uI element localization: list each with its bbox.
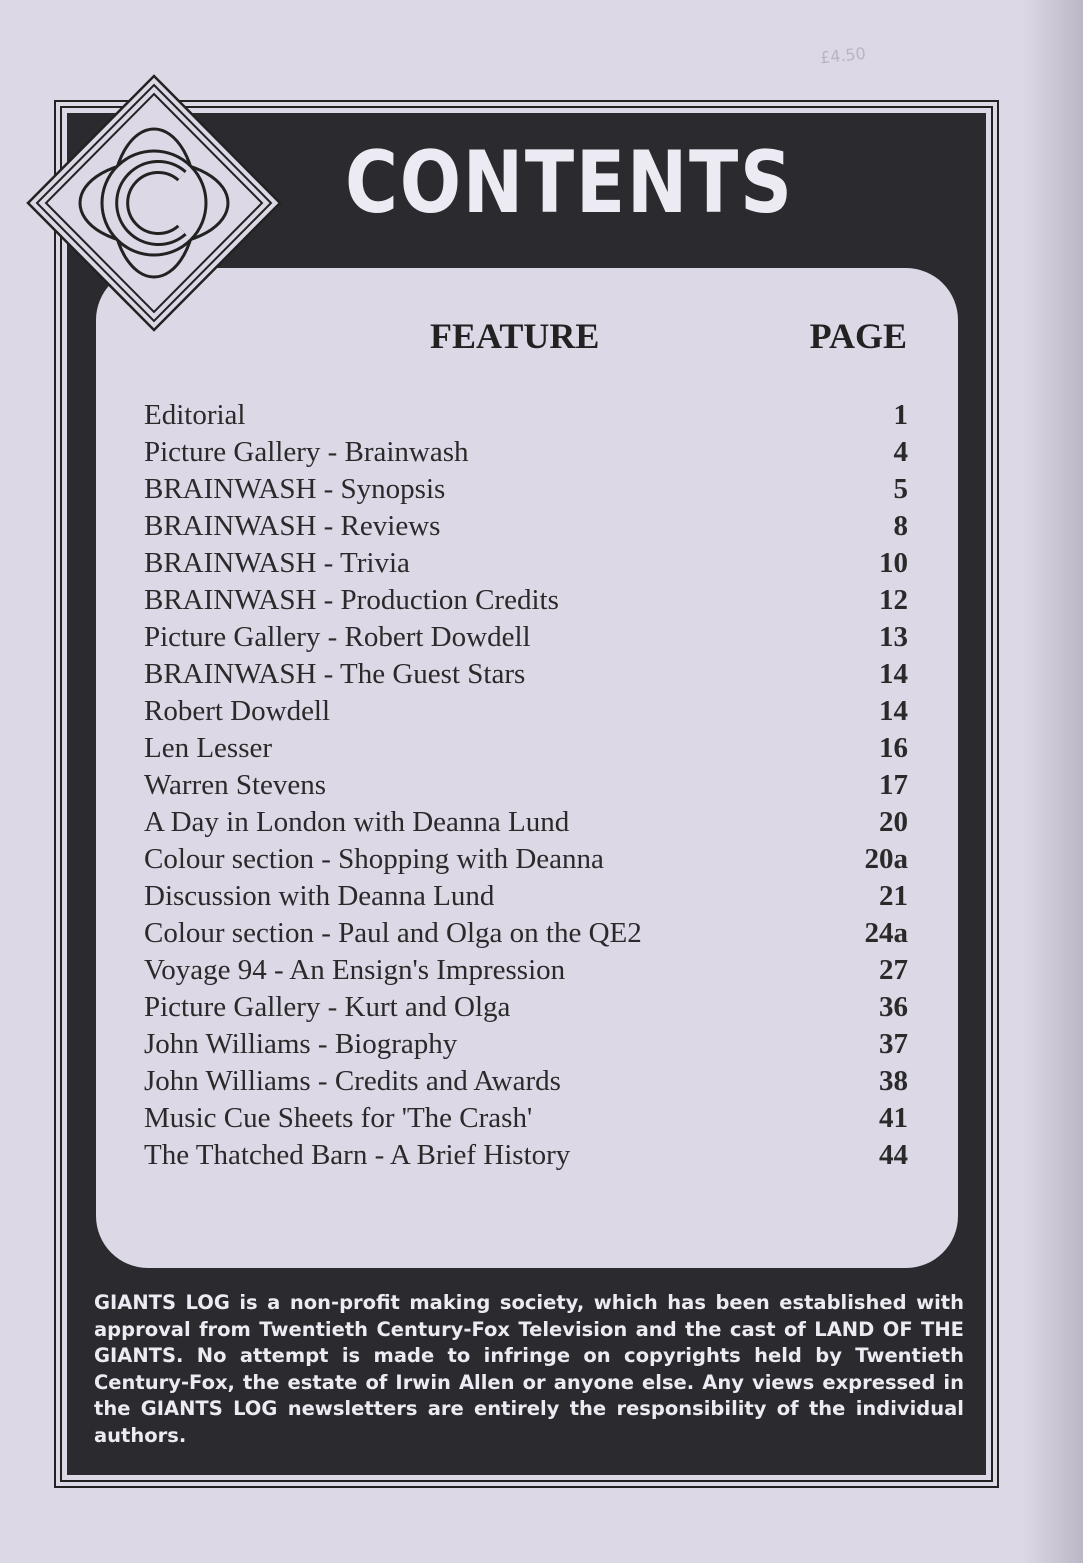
entry-feature: The Thatched Barn - A Brief History [144, 1139, 571, 1171]
feature-column-header: FEATURE [430, 316, 600, 356]
entry-page-number: 5 [893, 473, 908, 505]
entry-feature: A Day in London with Deanna Lund [144, 806, 570, 838]
page-column-header: PAGE [809, 316, 907, 356]
page-edge-shadow [1023, 0, 1083, 1563]
contents-entry [144, 1137, 908, 1174]
entry-page-number: 17 [879, 769, 908, 801]
entry-page-number: 16 [879, 732, 908, 764]
entry-page-number: 37 [879, 1028, 908, 1060]
entry-feature: Len Lesser [144, 732, 273, 764]
contents-entry [144, 1063, 908, 1100]
page-title: CONTENTS [345, 133, 794, 233]
entry-page-number: 41 [879, 1102, 908, 1134]
entry-page-number: 36 [879, 991, 908, 1023]
entry-feature: Robert Dowdell [144, 695, 331, 727]
entry-feature: BRAINWASH - Trivia [144, 547, 410, 579]
price-stamp: £4.50 [819, 43, 867, 68]
contents-entry [144, 471, 908, 508]
contents-entry [144, 767, 908, 804]
entry-page-number: 8 [893, 510, 908, 542]
entry-feature: John Williams - Credits and Awards [144, 1065, 561, 1097]
contents-entry [144, 693, 908, 730]
contents-entry [144, 619, 908, 656]
contents-entry [144, 1026, 908, 1063]
entry-feature: Colour section - Paul and Olga on the QE2 [144, 917, 642, 949]
entry-feature: Picture Gallery - Brainwash [144, 436, 469, 468]
entry-page-number: 20a [864, 843, 908, 875]
contents-entry [144, 730, 908, 767]
entry-page-number: 4 [893, 436, 908, 468]
entry-feature: Picture Gallery - Kurt and Olga [144, 991, 511, 1023]
contents-entry [144, 804, 908, 841]
entry-feature: Picture Gallery - Robert Dowdell [144, 621, 531, 653]
entry-feature: Colour section - Shopping with Deanna [144, 843, 604, 875]
contents-entry [144, 656, 908, 693]
contents-entry [144, 545, 908, 582]
entry-page-number: 21 [879, 880, 908, 912]
entry-page-number: 14 [879, 658, 908, 690]
disclaimer-text: GIANTS LOG is a non-profit making society, which has been established with approval from Twentieth Century-Fox Television and the cast of LAND OF THE GIANTS. No attempt is made to infringe on copyrights held by Twentieth Century-Fox, the estate of Irwin Allen or anyone else. Any views expressed in the GIANTS LOG newsletters are entirely the responsibility of the individual authors. [94, 1291, 964, 1447]
entry-feature: BRAINWASH - The Guest Stars [144, 658, 526, 690]
contents-entry [144, 952, 908, 989]
entry-feature: BRAINWASH - Reviews [144, 510, 441, 542]
entry-page-number: 44 [879, 1139, 908, 1171]
entry-page-number: 24a [864, 917, 908, 949]
contents-list [144, 397, 908, 1174]
entry-page-number: 27 [879, 954, 908, 986]
entry-feature: John Williams - Biography [144, 1028, 458, 1060]
entry-page-number: 14 [879, 695, 908, 727]
entry-feature: Warren Stevens [144, 769, 327, 801]
contents-entry [144, 915, 908, 952]
contents-entry [144, 1100, 908, 1137]
c-circle-diamond-icon [24, 72, 284, 334]
contents-entry [144, 989, 908, 1026]
contents-entry [144, 582, 908, 619]
contents-entry [144, 434, 908, 471]
contents-entry [144, 841, 908, 878]
entry-feature: Music Cue Sheets for 'The Crash' [144, 1102, 533, 1134]
entry-page-number: 1 [893, 399, 908, 431]
entry-page-number: 13 [879, 621, 908, 653]
entry-feature: Editorial [144, 399, 246, 431]
entry-page-number: 20 [879, 806, 908, 838]
contents-entry [144, 878, 908, 915]
contents-entry [144, 508, 908, 545]
entry-feature: BRAINWASH - Production Credits [144, 584, 559, 616]
contents-entry [144, 397, 908, 434]
entry-feature: BRAINWASH - Synopsis [144, 473, 446, 505]
entry-feature: Voyage 94 - An Ensign's Impression [144, 954, 566, 986]
entry-feature: Discussion with Deanna Lund [144, 880, 495, 912]
entry-page-number: 12 [879, 584, 908, 616]
entry-page-number: 38 [879, 1065, 908, 1097]
entry-page-number: 10 [879, 547, 908, 579]
